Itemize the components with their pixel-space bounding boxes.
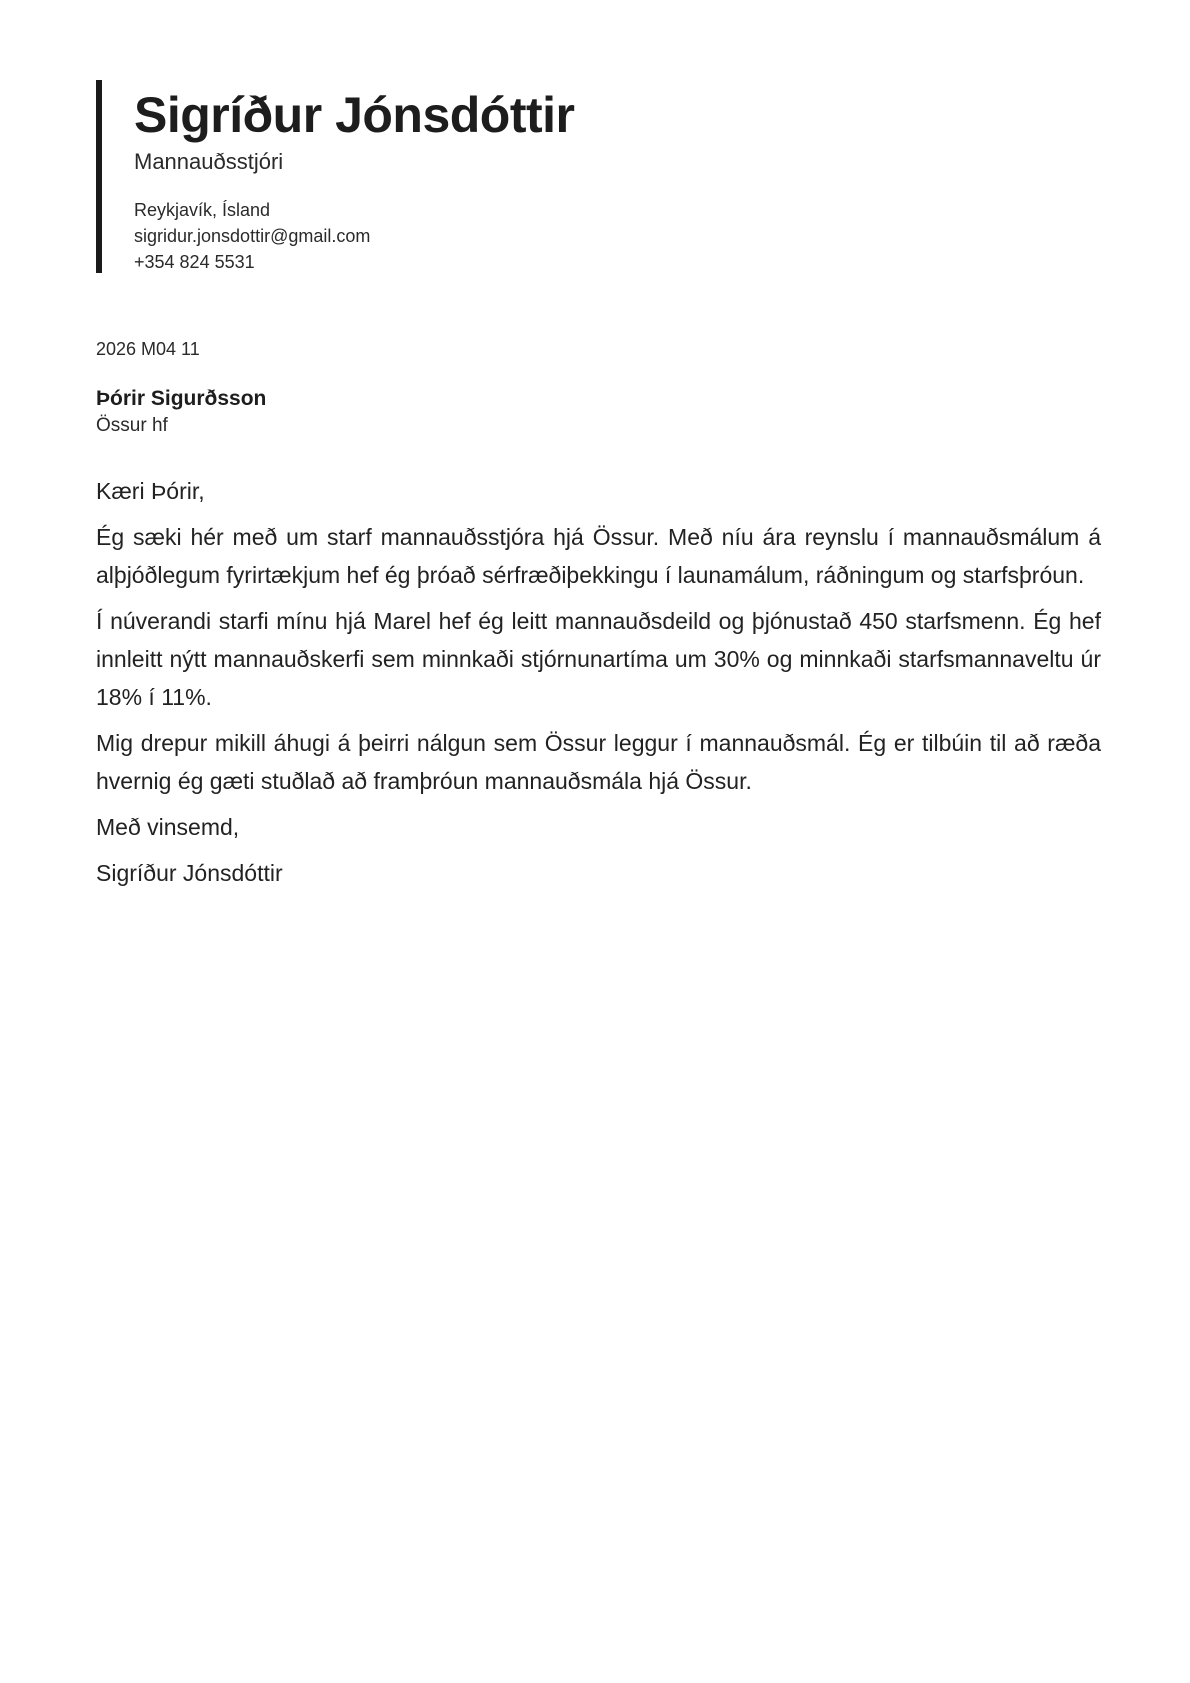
recipient-company: Össur hf <box>96 415 168 436</box>
letter-date: 2026 M04 11 <box>96 339 200 359</box>
closing: Með vinsemd, <box>96 814 240 840</box>
paragraph: Ég sæki hér með um starf mannauðsstjóra hjá Össur. Með níu ára reynslu í mannauðsmálum á alþjóðlegum fyrirtækjum hef ég þróað sérfræðiþekkingu í launamálum, ráðningum og starfsþróun. <box>96 524 1101 588</box>
letter-body <box>96 336 1101 900</box>
sender-title: Mannauðsstjóri <box>134 149 284 174</box>
recipient-block <box>96 385 1101 439</box>
sender-location: Reykjavík, Ísland <box>134 200 271 220</box>
sender-name: Sigríður Jónsdóttir <box>134 87 575 143</box>
sender-email: sigridur.jonsdottir@gmail.com <box>134 226 371 246</box>
contact-block <box>134 197 1096 275</box>
greeting: Kæri Þórir, <box>96 478 205 504</box>
paragraph: Í núverandi starfi mínu hjá Marel hef ég leitt mannauðsdeild og þjónustað 450 starfsmenn. Ég hef innleitt nýtt mannauðskerfi sem minnkaði stjórnunartíma um 30% og minnkaði starfsmannaveltu úr 18% í 11%. <box>96 608 1101 710</box>
paragraph: Mig drepur mikill áhugi á þeirri nálgun sem Össur leggur í mannauðsmál. Ég er tilbúin til að ræða hvernig ég gæti stuðlað að framþróun mannauðsmála hjá Össur. <box>96 730 1101 794</box>
sender-phone: +354 824 5531 <box>134 252 255 272</box>
recipient-name: Þórir Sigurðsson <box>96 387 267 410</box>
letter-content <box>96 472 1101 892</box>
letter-header <box>96 80 1096 273</box>
signature: Sigríður Jónsdóttir <box>96 860 283 886</box>
